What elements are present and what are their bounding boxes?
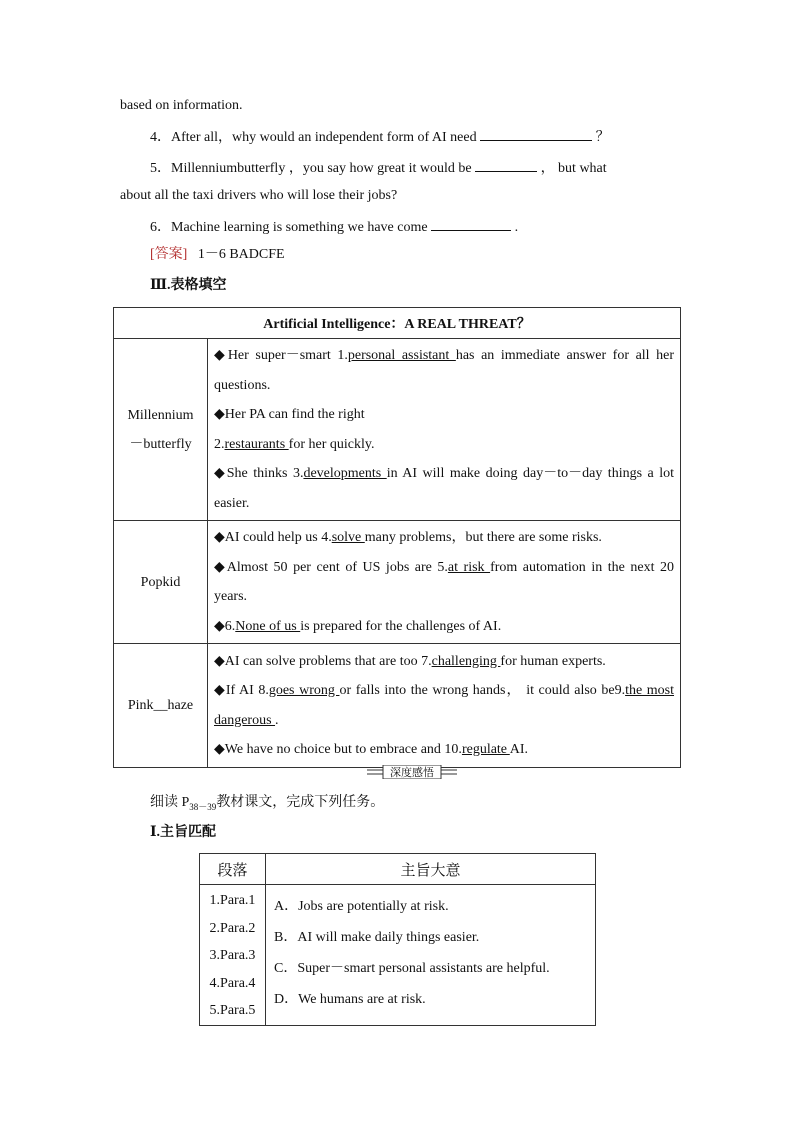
section-1-heading: Ⅰ.主旨匹配	[150, 825, 217, 840]
answer-value: 1－6 BADCFE	[197, 247, 285, 262]
badge-label: 深度感悟	[390, 766, 434, 779]
answer-7: challenging	[431, 653, 501, 669]
col-header-paragraph: 段落	[200, 854, 266, 885]
para-item: 2.Para.2	[209, 920, 256, 936]
paragraph-list	[200, 885, 266, 1026]
question-4-text: 4．After all，why would an independent form of AI need	[150, 130, 477, 145]
section-3-heading: Ⅲ.表格填空	[150, 278, 227, 293]
row-body-millennium: ◆Her super－smart 1.personal assistant has an immediate answer for all her questions. ◆Her PA can find the right 2.restaurants for her quickly. ◆She thinks 3.developments in AI will make doing day－to－day things a lot easier.	[208, 339, 681, 521]
answer-line	[150, 246, 676, 264]
question-4	[150, 126, 676, 147]
question-6	[150, 216, 676, 237]
main-idea-options	[266, 885, 596, 1026]
para-item: 5.Para.5	[209, 1003, 256, 1018]
matching-table	[199, 853, 596, 1026]
answer-8: goes wrong	[268, 683, 340, 698]
para-item: 3.Para.3	[209, 948, 256, 963]
question-5-blank[interactable]	[475, 157, 537, 172]
row-name-pink-haze: Pink__haze	[114, 644, 208, 768]
fill-table-title: Artificial Intelligence：A REAL THREAT？	[114, 308, 681, 339]
question-5-cont: about all the taxi drivers who will lose their jobs?	[120, 188, 398, 203]
option-c: C．Super－smart personal assistants are helpful.	[274, 961, 550, 976]
answer-4: solve	[331, 530, 365, 545]
para-item: 1.Para.1	[209, 893, 256, 908]
answer-6: None of us	[235, 618, 301, 634]
answer-3: developments	[303, 466, 387, 481]
question-5-end: ， but what	[540, 161, 607, 176]
answer-10: regulate	[461, 742, 510, 757]
question-6-blank[interactable]	[431, 216, 511, 231]
option-a: A．Jobs are potentially at risk.	[274, 899, 449, 914]
row-body-popkid: ◆AI could help us 4.solve many problems，but there are some risks. ◆Almost 50 per cent of US jobs are 5.at risk from automation in the next 20 years. ◆6.None of us is prepared for the challenges of AI.	[208, 521, 681, 644]
answer-5: at risk	[447, 559, 491, 575]
para-item: 4.Para.4	[209, 975, 256, 991]
paragraph-continuation: based on information.	[120, 98, 243, 113]
question-4-blank[interactable]	[480, 126, 592, 141]
question-5-text: 5．Millenniumbutterfly ，you say how great it would be	[150, 161, 472, 176]
option-d: D．We humans are at risk.	[274, 992, 426, 1007]
answer-2: restaurants	[224, 436, 289, 452]
question-4-end: ？	[595, 130, 610, 145]
option-b: B．AI will make daily things easier.	[274, 930, 480, 945]
answer-tag: [答案]	[150, 247, 188, 262]
answer-9: the most dangerous	[214, 683, 675, 728]
fill-table	[113, 307, 681, 768]
col-header-main-idea: 主旨大意	[266, 854, 596, 885]
row-body-pink-haze: ◆AI can solve problems that are too 7.challenging for human experts. ◆If AI 8.goes wrong or falls into the wrong hands， it could also be9.the most dangerous . ◆We have no choice but to embrace and 10.regulate AI.	[208, 644, 681, 768]
answer-1: personal assistant	[347, 348, 456, 363]
instruction: 细读 $P_{38-39}$教材课文，完成下列任务。	[150, 795, 385, 812]
question-6-end: .	[514, 220, 519, 235]
row-name-popkid: Popkid	[114, 521, 208, 644]
question-6-text: 6．Machine learning is something we have come	[150, 220, 428, 235]
question-5	[150, 157, 676, 178]
deep-insight-badge	[367, 765, 457, 779]
row-name-millennium: Millennium －butterfly	[114, 339, 208, 521]
